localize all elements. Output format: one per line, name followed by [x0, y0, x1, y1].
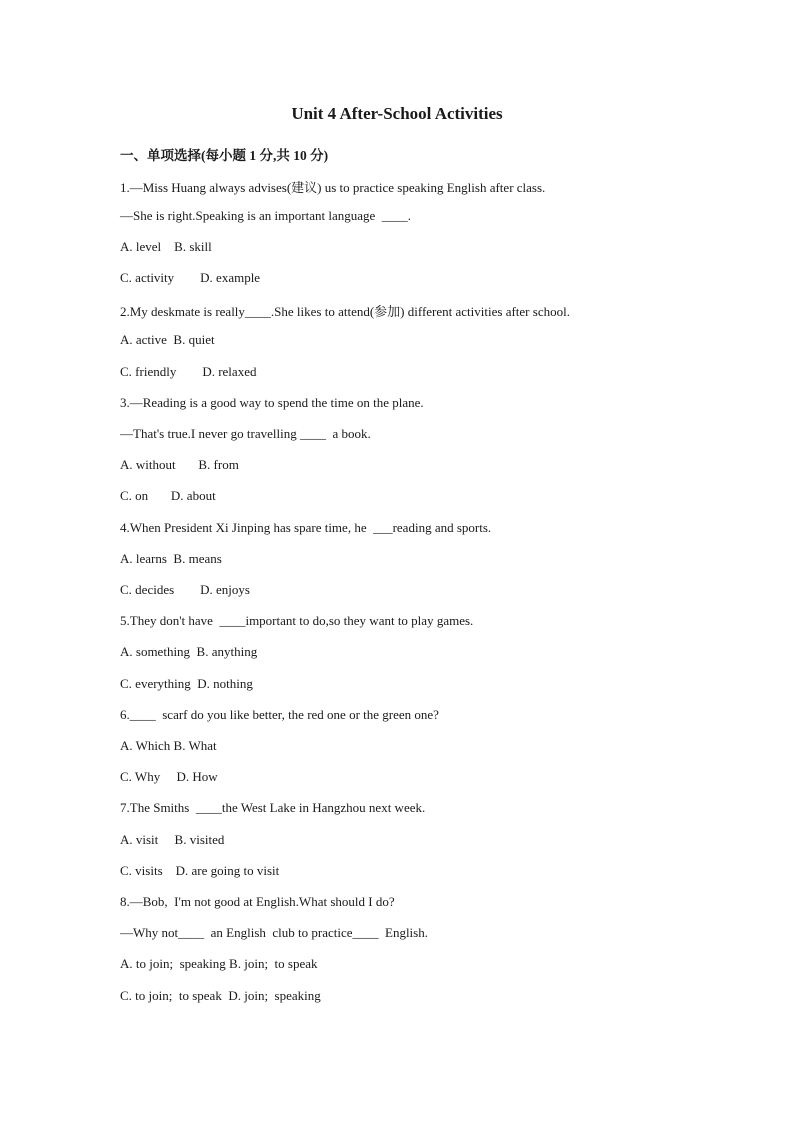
- question-5-options-cd: C. everything D. nothing: [120, 676, 253, 691]
- question-4-options-cd: C. decides D. enjoys: [120, 582, 250, 597]
- document-title: Unit 4 After-School Activities: [291, 104, 503, 123]
- question-5-stem: 5.They don't have ____important to do,so they want to play games.: [120, 613, 474, 628]
- question-8-response: —Why not____ an English club to practice____ English.: [120, 925, 428, 940]
- question-3-response: —That's true.I never go travelling ____ a book.: [120, 426, 371, 441]
- question-8-options-ab: A. to join; speaking B. join; to speak: [120, 956, 318, 971]
- question-6-options-ab: A. Which B. What: [120, 738, 217, 753]
- question-4-stem: 4.When President Xi Jinping has spare time, he ___reading and sports.: [120, 520, 492, 535]
- question-6-options-cd: C. Why D. How: [120, 769, 218, 784]
- question-1-options-cd: C. activity D. example: [120, 270, 261, 285]
- question-2-options-ab: A. active B. quiet: [120, 332, 215, 347]
- question-3-options-cd: C. on D. about: [120, 488, 216, 503]
- question-3-stem: 3.—Reading is a good way to spend the time on the plane.: [120, 395, 424, 410]
- question-7-options-cd: C. visits D. are going to visit: [120, 863, 280, 878]
- question-5-options-ab: A. something B. anything: [120, 644, 258, 659]
- question-1-options-ab: A. level B. skill: [120, 239, 212, 254]
- question-3-options-ab: A. without B. from: [120, 457, 239, 472]
- question-7-options-ab: A. visit B. visited: [120, 832, 225, 847]
- question-6-stem: 6.____ scarf do you like better, the red one or the green one?: [120, 707, 439, 722]
- section-heading: 一、单项选择(每小题 1 分,共 10 分): [120, 148, 329, 163]
- question-1-response: —She is right.Speaking is an important language ____.: [120, 208, 412, 223]
- question-8-stem: 8.—Bob, I'm not good at English.What should I do?: [120, 894, 395, 909]
- question-7-stem: 7.The Smiths ____the West Lake in Hangzhou next week.: [120, 800, 426, 815]
- question-2-options-cd: C. friendly D. relaxed: [120, 364, 257, 379]
- question-2-stem: 2.My deskmate is really____.She likes to attend(参加) different activities after school.: [120, 304, 570, 319]
- question-1-stem: 1.—Miss Huang always advises(建议) us to practice speaking English after class.: [120, 180, 546, 195]
- question-4-options-ab: A. learns B. means: [120, 551, 222, 566]
- question-8-options-cd: C. to join; to speak D. join; speaking: [120, 988, 321, 1003]
